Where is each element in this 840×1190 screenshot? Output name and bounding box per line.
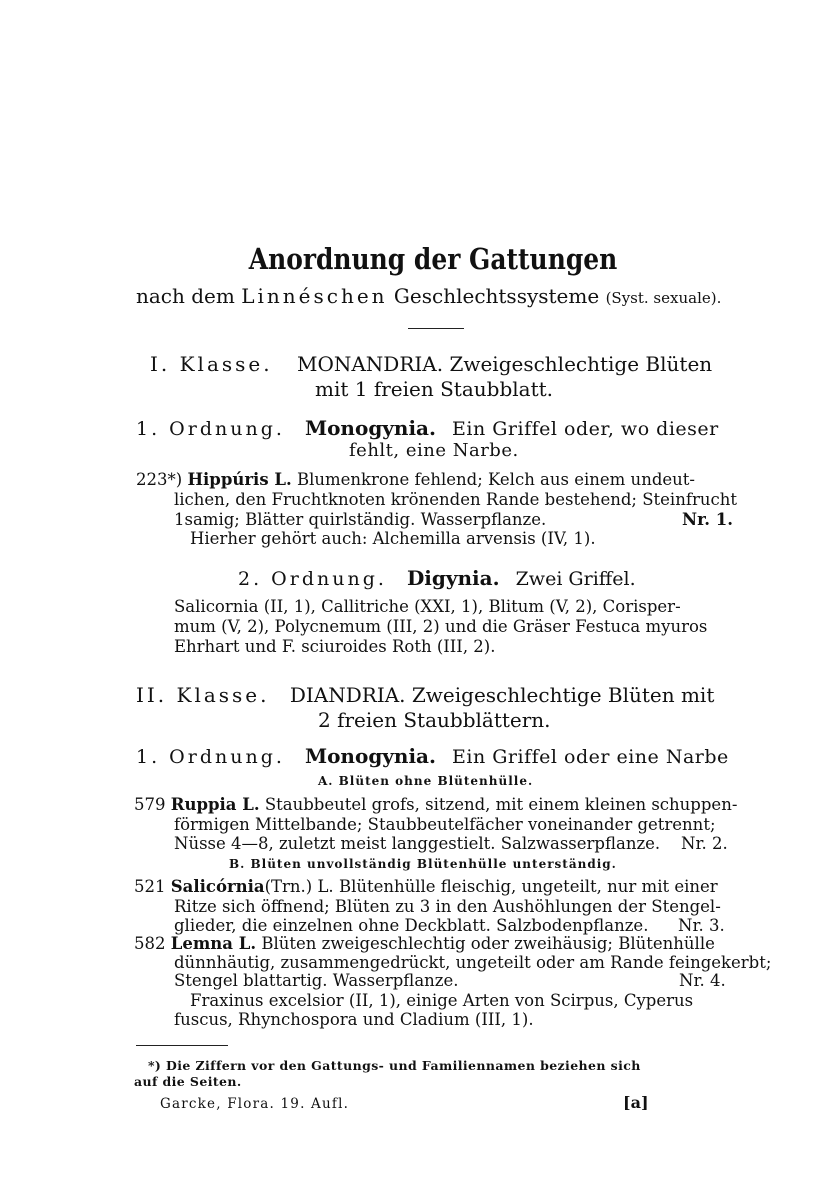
class1-order2-line2: mum (V, 2), Polycnemum (III, 2) und die Gräser Festuca myuros xyxy=(174,617,708,636)
class1-order2-line3: Ehrhart und F. sciuroides Roth (III, 2). xyxy=(174,637,496,656)
entry-text: Blütenhülle fleischig, ungeteilt, nur mit einer xyxy=(338,877,718,896)
subtitle-paren: (Syst. sexuale). xyxy=(605,289,722,307)
entry-hippuris-nr: Nr. 1. xyxy=(682,510,733,529)
class1-label: I. Klasse. xyxy=(150,352,273,376)
entry-genus: Hippúris L. xyxy=(187,470,292,489)
page-title: Anordnung der Gattungen xyxy=(248,242,618,276)
class2-desc1: Zweigeschlechtige Blüten mit xyxy=(411,683,715,707)
entry-text: Staubbeutel grofs, sitzend, mit einem kleinen schuppen- xyxy=(264,795,738,814)
order-name: Monogynia. xyxy=(304,416,436,440)
class1-order1-also: Hierher gehört auch: Alchemilla arvensis (IV, 1). xyxy=(190,529,596,548)
section-b-heading: B. Blüten unvollständig Blütenhülle unterständig. xyxy=(229,857,617,871)
entry-lemna-nr: Nr. 4. xyxy=(679,971,726,990)
order-label: 2. Ordnung. xyxy=(238,568,387,590)
entry-salicornia-line2: Ritze sich öffnend; Blüten zu 3 in den Aushöhlungen der Stengel- xyxy=(174,897,721,916)
entry-ruppia-line2: förmigen Mittelbande; Staubbeutelfächer voneinander getrennt; xyxy=(174,815,716,834)
class1-desc1: Zweigeschlechtige Blüten xyxy=(449,352,713,376)
class1-order2-heading xyxy=(238,566,636,590)
subtitle-name: Linnéschen xyxy=(241,284,388,308)
class1-order1-desc2: fehlt, eine Narbe. xyxy=(349,440,519,461)
footer-signature: Garcke, Flora. 19. Aufl. xyxy=(160,1096,350,1112)
subtitle-post: Geschlechtssysteme xyxy=(393,284,600,308)
order-name: Digynia. xyxy=(406,566,500,590)
class1-desc2: mit 1 freien Staubblatt. xyxy=(315,377,554,401)
order-desc: Ein Griffel oder eine Narbe xyxy=(452,746,729,768)
subtitle-pre: nach dem xyxy=(136,284,235,308)
class2-label: II. Klasse. xyxy=(136,683,270,707)
order-label: 1. Ordnung. xyxy=(136,418,285,440)
order-desc: Zwei Griffel. xyxy=(515,568,636,590)
entry-ruppia-line3: Nüsse 4—8, zuletzt meist langgestielt. Salzwasserpflanze. xyxy=(174,834,661,853)
class2-name: DIANDRIA. xyxy=(289,683,406,707)
class1-heading xyxy=(150,352,712,376)
entry-number: 582 xyxy=(134,934,166,953)
entry-salicornia-line3: glieder, die einzelnen ohne Deckblatt. Salzbodenpflanze. xyxy=(174,916,649,935)
footnote-line2: auf die Seiten. xyxy=(134,1074,242,1089)
entry-text: Blüten zweigeschlechtig oder zweihäusig; Blütenhülle xyxy=(261,934,715,953)
entry-number: 521 xyxy=(134,877,166,896)
class2-order1-heading xyxy=(136,744,729,768)
class1-order1-heading xyxy=(136,416,719,440)
footnote-divider xyxy=(136,1045,228,1046)
entry-lemna-line3: Stengel blattartig. Wasserpflanze. xyxy=(174,971,459,990)
entry-lemna xyxy=(134,934,715,953)
order-desc1: Ein Griffel oder, wo dieser xyxy=(452,418,719,440)
class2-order1-also2: fuscus, Rhynchospora und Cladium (III, 1). xyxy=(174,1010,534,1029)
entry-hippuris-line3: 1samig; Blätter quirlständig. Wasserpflanze. xyxy=(174,510,547,529)
order-name: Monogynia. xyxy=(304,744,436,768)
entry-genus: Ruppia L. xyxy=(170,795,260,814)
entry-salicornia-nr: Nr. 3. xyxy=(678,916,725,935)
entry-author: (Trn.) L. xyxy=(264,877,334,896)
entry-genus: Salicórnia xyxy=(170,877,265,896)
entry-ruppia xyxy=(134,795,737,814)
entry-salicornia xyxy=(134,877,718,896)
section-a-heading: A. Blüten ohne Blütenhülle. xyxy=(318,774,534,788)
entry-genus: Lemna L. xyxy=(170,934,257,953)
order-label: 1. Ordnung. xyxy=(136,746,285,768)
subtitle xyxy=(136,284,721,308)
class1-order2-line1: Salicornia (II, 1), Callitriche (XXI, 1), Blitum (V, 2), Corisper- xyxy=(174,597,681,616)
footnote-line1: *) Die Ziffern vor den Gattungs- und Familiennamen beziehen sich xyxy=(148,1058,641,1073)
class2-order1-also1: Fraxinus excelsior (II, 1), einige Arten von Scirpus, Cyperus xyxy=(190,991,694,1010)
entry-number: 579 xyxy=(134,795,166,814)
entry-ruppia-nr: Nr. 2. xyxy=(681,834,728,853)
entry-hippuris-line2: lichen, den Fruchtknoten krönenden Rande bestehend; Steinfrucht xyxy=(174,490,737,509)
entry-lemna-line2: dünnhäutig, zusammengedrückt, ungeteilt oder am Rande feingekerbt; xyxy=(174,953,772,972)
title-divider xyxy=(408,328,464,329)
class1-name: MONANDRIA. xyxy=(296,352,444,376)
footer-sheet-mark: [a] xyxy=(623,1093,649,1112)
entry-number: 223*) xyxy=(136,470,183,489)
entry-hippuris xyxy=(136,470,695,489)
class2-desc2: 2 freien Staubblättern. xyxy=(318,708,551,732)
class2-heading xyxy=(136,683,714,707)
entry-text: Blumenkrone fehlend; Kelch aus einem undeut- xyxy=(296,470,695,489)
